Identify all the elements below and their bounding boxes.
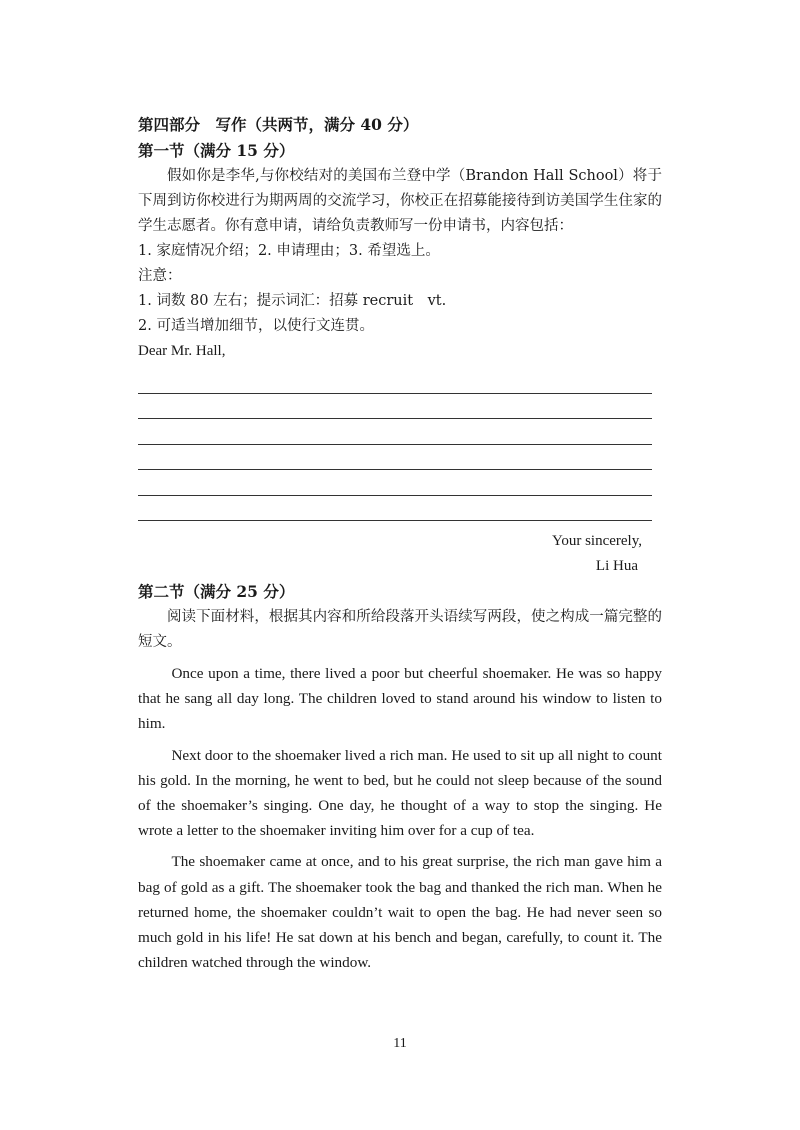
section2-instruction: 阅读下面材料，根据其内容和所给段落开头语续写两段，使之构成一篇完整的短文。	[138, 609, 662, 650]
story-paragraph: Once upon a time, there lived a poor but cheerful shoemaker. He was so happy that he sang all day long. The children loved to stand around his window to listen to him.	[138, 665, 662, 733]
writing-line[interactable]	[138, 470, 652, 496]
content-points: 1. 家庭情况介绍；2. 申请理由；3. 希望选上。	[138, 243, 440, 259]
part-heading: 第四部分 写作（共两节，满分 40 分）	[138, 115, 419, 134]
writing-line[interactable]	[138, 394, 652, 420]
writing-line[interactable]	[138, 419, 652, 445]
section1-heading: 第一节（满分 15 分）	[138, 141, 295, 160]
story-paragraph: Next door to the shoemaker lived a rich man. He used to sit up all night to count his gold. In the morning, he went to bed, but he could not sleep because of the sound of the shoemaker’s singing. One day, he thought of a way to stop the singing. He wrote a letter to the shoemaker inviting him over for a cup of tea.	[138, 746, 662, 840]
letter-salutation: Dear Mr. Hall,	[138, 343, 226, 359]
section2-heading: 第二节（满分 25 分）	[138, 582, 295, 601]
page-number: 11	[393, 1036, 407, 1051]
writing-line[interactable]	[138, 496, 652, 522]
note-1: 1. 词数 80 左右；提示词汇：招募 recruit vt.	[138, 293, 447, 309]
writing-line[interactable]	[138, 445, 652, 471]
letter-closing-block	[138, 529, 662, 579]
writing-line[interactable]	[138, 368, 652, 394]
story-paragraph: The shoemaker came at once, and to his great surprise, the rich man gave him a bag of gold as a gift. The shoemaker took the bag and thanked the rich man. When he returned home, the shoemaker couldn’t wait to open the bag. He had never seen so much gold in his life! He sat down at his bench and began, carefully, to count it. The children watched through the window.	[138, 853, 662, 972]
letter-signature: Li Hua	[595, 558, 638, 574]
letter-closing: Your sincerely,	[552, 533, 642, 549]
writing-lines[interactable]	[138, 368, 662, 521]
notes-label: 注意：	[138, 268, 182, 284]
note-2: 2. 可适当增加细节，以使行文连贯。	[138, 318, 374, 334]
exam-page	[138, 112, 662, 975]
section1-prompt: 假如你是李华,与你校结对的美国布兰登中学（Brandon Hall School）将于下周到访你校进行为期两周的交流学习，你校正在招募能接待到访美国学生住家的学生志愿者。你有意申请，请给负责教师写一份申请书，内容包括：	[138, 168, 662, 234]
